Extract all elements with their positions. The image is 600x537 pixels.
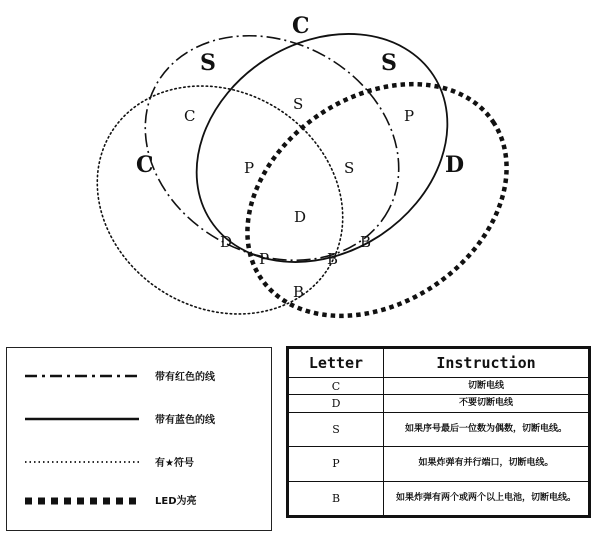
row-instruction: 切断电线 [384, 378, 589, 395]
letter-column-header: Letter [289, 349, 384, 378]
row-letter: S [289, 412, 384, 447]
led-set-ellipse [203, 36, 550, 340]
legend-row-dash-dot [7, 365, 271, 389]
set-label-right-upper: S [381, 50, 397, 76]
row-letter: B [289, 481, 384, 516]
instruction-column-header: Instruction [384, 349, 589, 378]
region-label: C [184, 107, 196, 125]
region-label: D [220, 233, 233, 251]
set-label-left: C [136, 152, 154, 178]
region-label: P [259, 250, 270, 268]
legend-row-squares [7, 489, 271, 513]
region-label: P [244, 159, 255, 177]
row-letter: P [289, 447, 384, 482]
legend-label: 带有蓝色的线 [155, 415, 215, 426]
row-instruction: 如果序号最后一位数为偶数，切断电线。 [384, 412, 589, 447]
table-row [289, 481, 589, 516]
region-label: S [293, 95, 304, 113]
legend-row-dotted [7, 451, 271, 475]
row-instruction: 不要切断电线 [384, 395, 589, 412]
line-legend [6, 347, 272, 531]
row-instruction: 如果炸弹有两个或两个以上电池，切断电线。 [384, 481, 589, 516]
dotted-line-sample [25, 457, 145, 467]
table-row [289, 412, 589, 447]
square-dot-line-sample [25, 495, 145, 507]
region-label: B [360, 233, 372, 251]
region-label: S [344, 159, 355, 177]
star-set-ellipse [54, 41, 386, 340]
legend-label: LED为亮 [155, 496, 197, 507]
region-label: D [294, 208, 307, 226]
table-row [289, 447, 589, 482]
table-row [289, 395, 589, 412]
set-label-top: C [292, 13, 310, 39]
region-label: B [293, 283, 305, 301]
table-row [289, 378, 589, 395]
red-set-ellipse [106, 0, 439, 304]
blue-set-ellipse [153, 0, 490, 308]
row-letter: D [289, 395, 384, 412]
region-label: B [327, 250, 339, 268]
solid-line-sample [25, 414, 145, 424]
row-letter: C [289, 378, 384, 395]
set-label-right: D [445, 152, 465, 178]
legend-label: 带有红色的线 [155, 372, 215, 383]
table-header-row [289, 349, 589, 378]
row-instruction: 如果炸弹有并行端口，切断电线。 [384, 447, 589, 482]
dash-dot-line-sample [25, 371, 145, 381]
set-label-left-upper: S [200, 50, 216, 76]
legend-label: 有★符号 [155, 458, 194, 469]
region-label: P [404, 107, 415, 125]
instruction-table [286, 346, 591, 518]
legend-row-solid [7, 408, 271, 432]
